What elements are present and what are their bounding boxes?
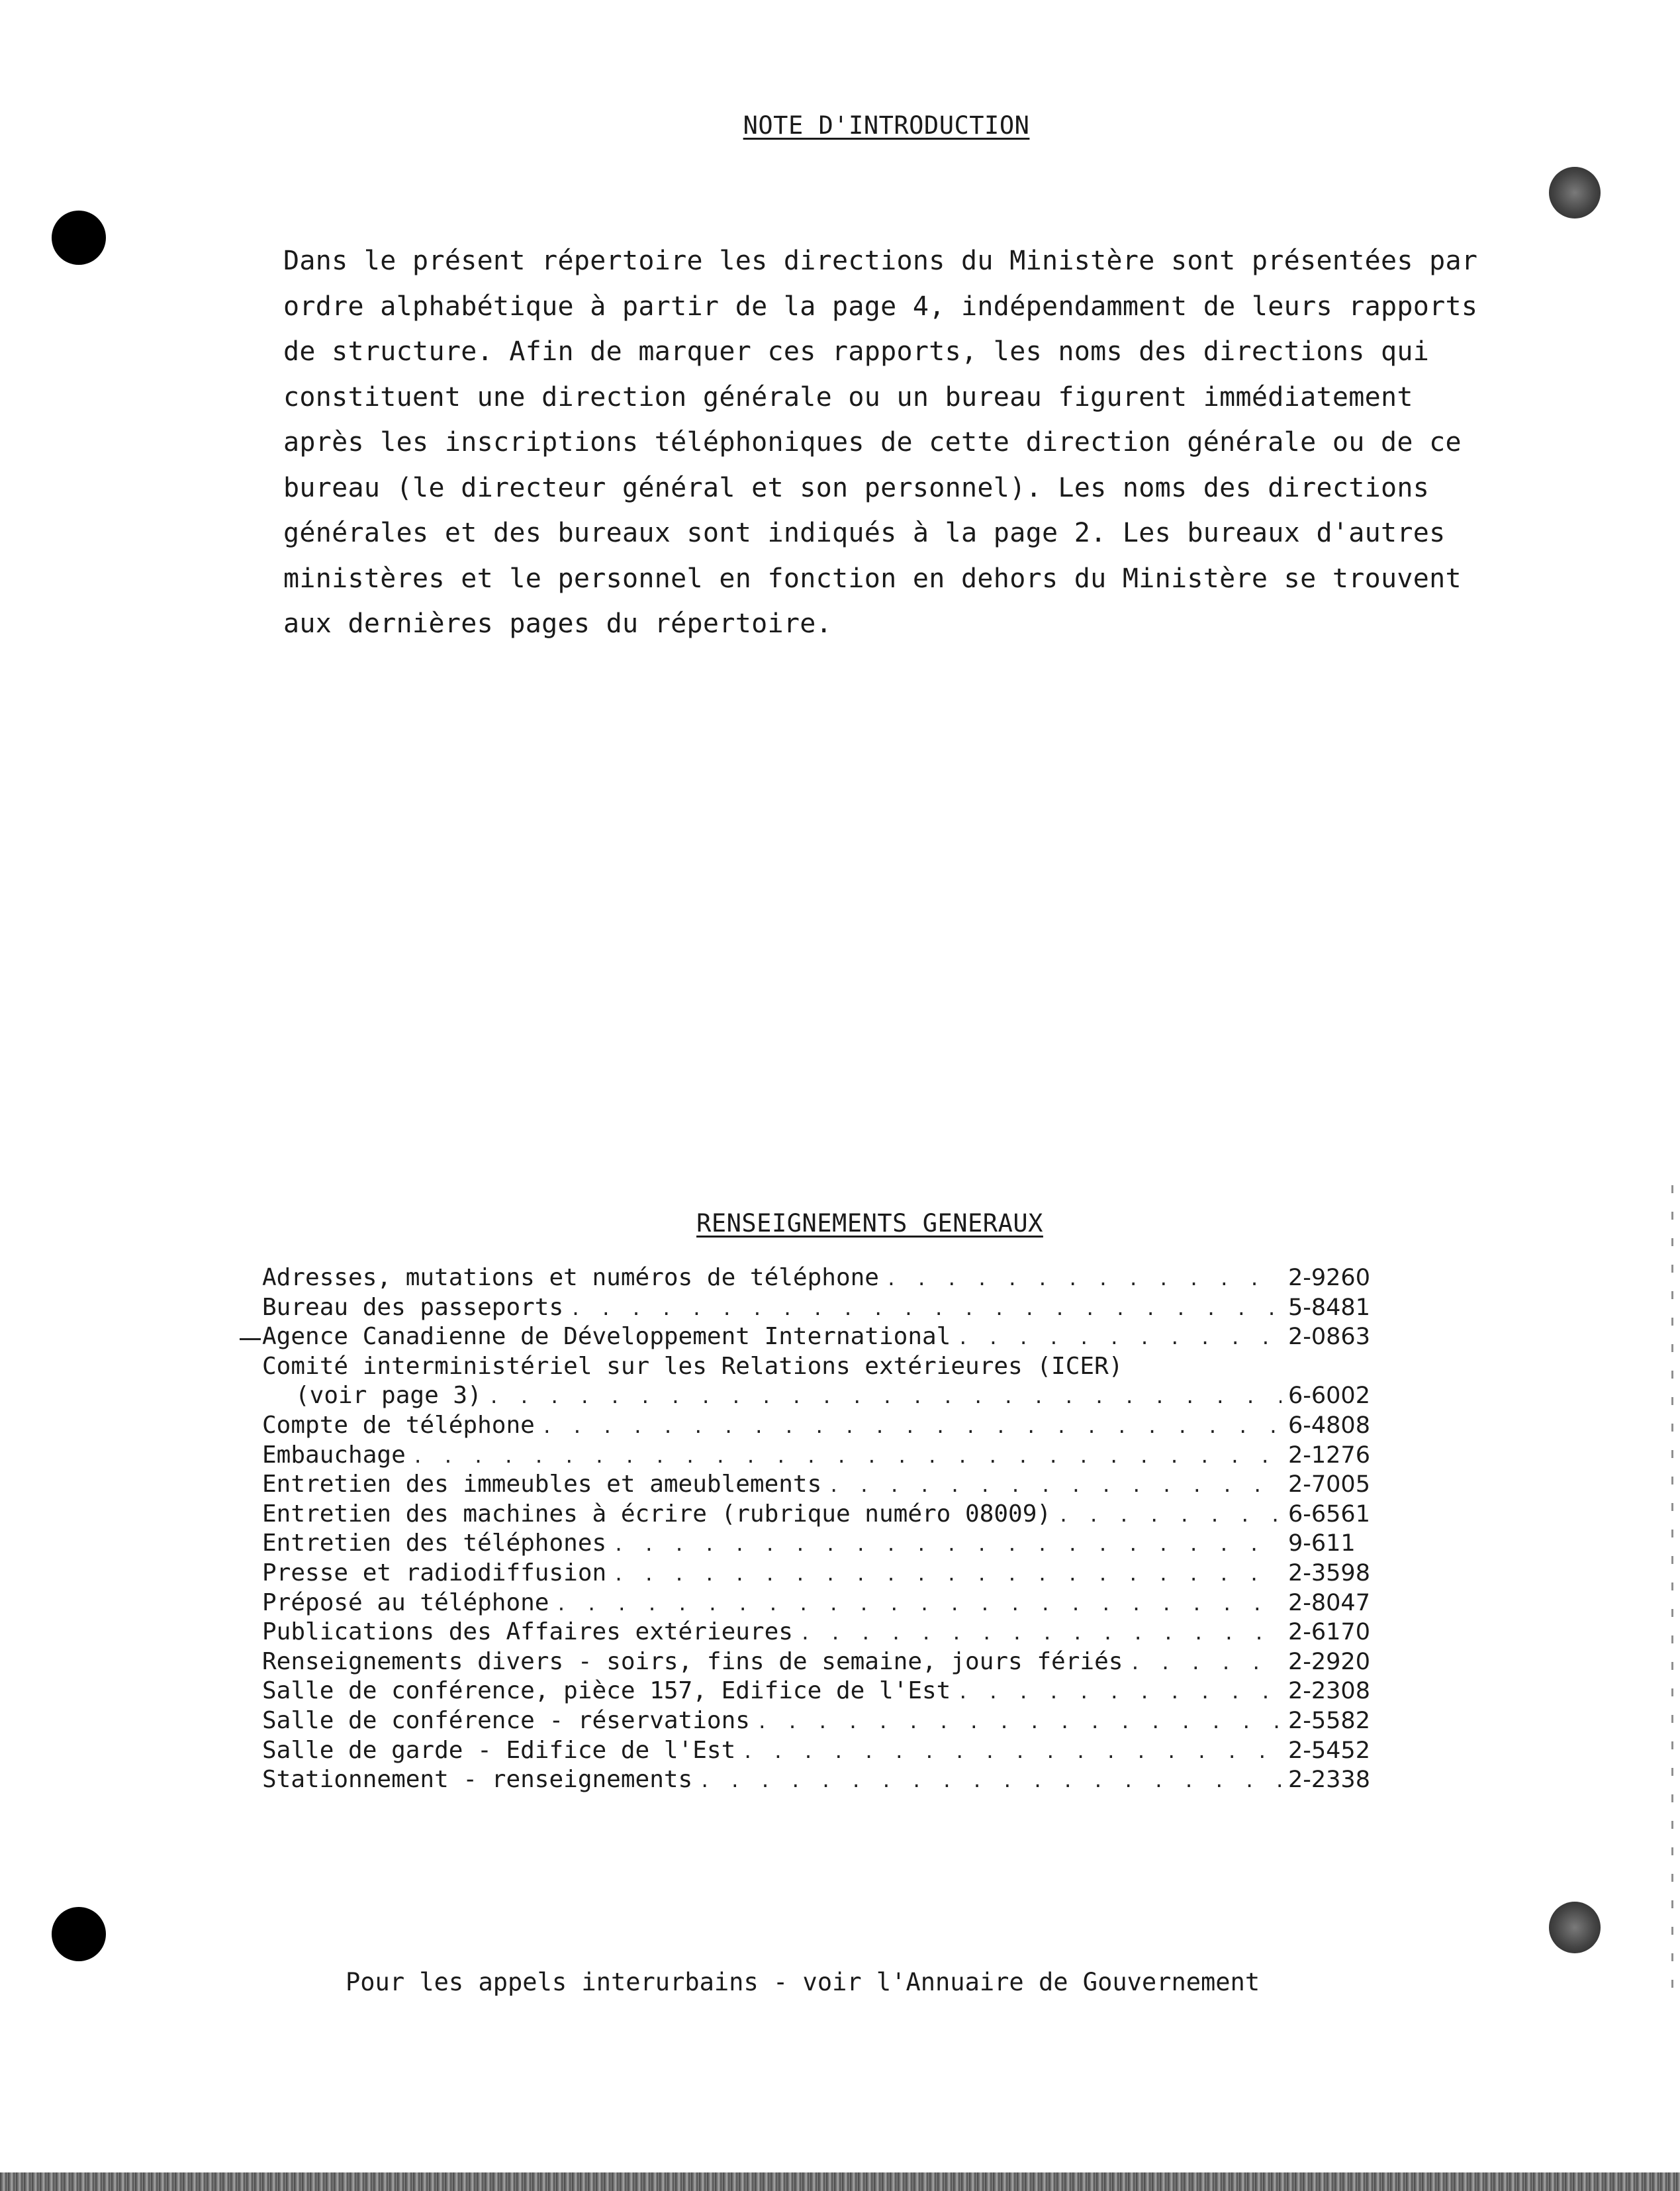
intro-line: bureau (le directeur général et son personnel). Les noms des directions bbox=[283, 472, 1430, 503]
directory-label: Salle de conférence, pièce 157, Edifice de l'Est bbox=[262, 1677, 951, 1705]
directory-label: Embauchage bbox=[262, 1441, 406, 1469]
directory-row bbox=[262, 1706, 1387, 1736]
dot-leader bbox=[886, 1265, 1282, 1294]
dot-leader bbox=[699, 1767, 1282, 1796]
intro-line: Dans le présent répertoire les directions du Ministère sont présentées par bbox=[283, 246, 1478, 276]
directory-row bbox=[262, 1500, 1387, 1530]
dot-leader bbox=[613, 1530, 1282, 1560]
dot-leader bbox=[757, 1708, 1282, 1737]
directory-label: Agence Canadienne de Développement International bbox=[262, 1323, 951, 1351]
phone-number: 2-2338 bbox=[1288, 1767, 1370, 1794]
directory-label: (voir page 3) bbox=[295, 1382, 482, 1410]
directory-label: Compte de téléphone bbox=[262, 1411, 535, 1439]
phone-number: 2-8047 bbox=[1288, 1589, 1370, 1616]
directory-label: Comité interministériel sur les Relations extérieures (ICER) bbox=[262, 1352, 1123, 1380]
binder-ring-top-right bbox=[1549, 167, 1601, 219]
directory-label: Stationnement - renseignements bbox=[262, 1766, 693, 1794]
directory-label: Salle de garde - Edifice de l'Est bbox=[262, 1736, 736, 1764]
phone-number: 2-2308 bbox=[1288, 1678, 1370, 1705]
phone-number: 5-8481 bbox=[1288, 1294, 1370, 1321]
phone-number: 2-7005 bbox=[1288, 1471, 1370, 1498]
directory-row bbox=[262, 1559, 1387, 1588]
directory-label: Adresses, mutations et numéros de téléphone bbox=[262, 1264, 879, 1291]
dot-leader bbox=[1058, 1501, 1282, 1531]
directory-row bbox=[262, 1470, 1387, 1500]
intro-line: de structure. Afin de marquer ces rapports, les noms des directions qui bbox=[283, 336, 1430, 367]
directory-row bbox=[262, 1322, 1387, 1352]
directory-row bbox=[262, 1765, 1387, 1795]
phone-number: 2-9260 bbox=[1288, 1265, 1370, 1291]
intro-line: ordre alphabétique à partir de la page 4, indépendamment de leurs rapports bbox=[283, 291, 1478, 322]
general-info-heading: RENSEIGNEMENTS GENERAUX bbox=[696, 1209, 1043, 1238]
intro-paragraph bbox=[283, 238, 1478, 647]
dot-leader bbox=[412, 1442, 1282, 1472]
dot-leader bbox=[489, 1383, 1282, 1412]
directory-row bbox=[262, 1588, 1387, 1618]
directory-label: Entretien des machines à écrire (rubrique numéro 08009) bbox=[262, 1500, 1052, 1528]
dot-leader bbox=[555, 1590, 1282, 1620]
directory-row bbox=[262, 1677, 1387, 1706]
directory-row bbox=[262, 1293, 1387, 1323]
dot-leader bbox=[828, 1471, 1282, 1501]
dot-leader bbox=[570, 1294, 1282, 1324]
dot-leader bbox=[957, 1678, 1282, 1708]
dot-leader bbox=[742, 1737, 1282, 1767]
phone-number: 2-0863 bbox=[1288, 1324, 1370, 1351]
phone-number: 2-1276 bbox=[1288, 1441, 1370, 1469]
phone-number: 2-5582 bbox=[1288, 1707, 1370, 1734]
punch-hole-bottom-left bbox=[52, 1907, 106, 1961]
directory-label: Presse et radiodiffusion bbox=[262, 1559, 607, 1586]
page-edge-artifact bbox=[1671, 1185, 1673, 2006]
directory-row bbox=[262, 1647, 1387, 1677]
phone-directory-list bbox=[262, 1263, 1387, 1795]
directory-label: Publications des Affaires extérieures bbox=[262, 1618, 793, 1646]
margin-dash-mark bbox=[240, 1338, 261, 1340]
directory-row bbox=[262, 1618, 1387, 1647]
intro-line: après les inscriptions téléphoniques de cette direction générale ou de ce bbox=[283, 427, 1462, 458]
directory-row bbox=[262, 1263, 1387, 1293]
intro-line: ministères et le personnel en fonction en dehors du Ministère se trouvent bbox=[283, 563, 1462, 594]
directory-label: Entretien des immeubles et ameublements bbox=[262, 1471, 822, 1498]
directory-label: Bureau des passeports bbox=[262, 1293, 564, 1321]
directory-label: Renseignements divers - soirs, fins de semaine, jours fériés bbox=[262, 1647, 1123, 1675]
phone-number: 6-6561 bbox=[1288, 1500, 1370, 1528]
punch-hole-top-left bbox=[52, 211, 106, 265]
dot-leader bbox=[800, 1619, 1282, 1649]
dot-leader bbox=[613, 1560, 1282, 1590]
directory-row bbox=[262, 1529, 1387, 1559]
intro-line: générales et des bureaux sont indiqués à la page 2. Les bureaux d'autres bbox=[283, 518, 1446, 548]
directory-row bbox=[262, 1441, 1387, 1471]
directory-row bbox=[262, 1736, 1387, 1766]
binder-ring-bottom-right bbox=[1549, 1902, 1601, 1953]
phone-number: 2-2920 bbox=[1288, 1648, 1370, 1675]
intro-line: aux dernières pages du répertoire. bbox=[283, 609, 832, 639]
intro-heading: NOTE D'INTRODUCTION bbox=[743, 111, 1030, 140]
intro-line: constituent une direction générale ou un bureau figurent immédiatement bbox=[283, 381, 1413, 413]
dot-leader bbox=[1129, 1649, 1282, 1679]
dot-leader bbox=[541, 1412, 1282, 1442]
phone-number: 2-5452 bbox=[1288, 1737, 1370, 1764]
footer-note: Pour les appels interurbains - voir l'Annuaire de Gouvernement bbox=[346, 1968, 1260, 1996]
directory-label: Salle de conférence - réservations bbox=[262, 1706, 750, 1734]
phone-number: 2-6170 bbox=[1288, 1619, 1370, 1646]
directory-row bbox=[262, 1352, 1387, 1382]
dot-leader bbox=[957, 1324, 1282, 1353]
directory-label: Préposé au téléphone bbox=[262, 1588, 549, 1616]
directory-label: Entretien des téléphones bbox=[262, 1530, 607, 1557]
phone-number: 9-611 bbox=[1288, 1530, 1356, 1557]
scan-noise-strip bbox=[0, 2172, 1680, 2191]
directory-row bbox=[262, 1381, 1387, 1411]
phone-number: 6-6002 bbox=[1288, 1383, 1370, 1410]
phone-number: 2-3598 bbox=[1288, 1559, 1370, 1586]
phone-number: 6-4808 bbox=[1288, 1412, 1370, 1439]
directory-row bbox=[262, 1411, 1387, 1441]
